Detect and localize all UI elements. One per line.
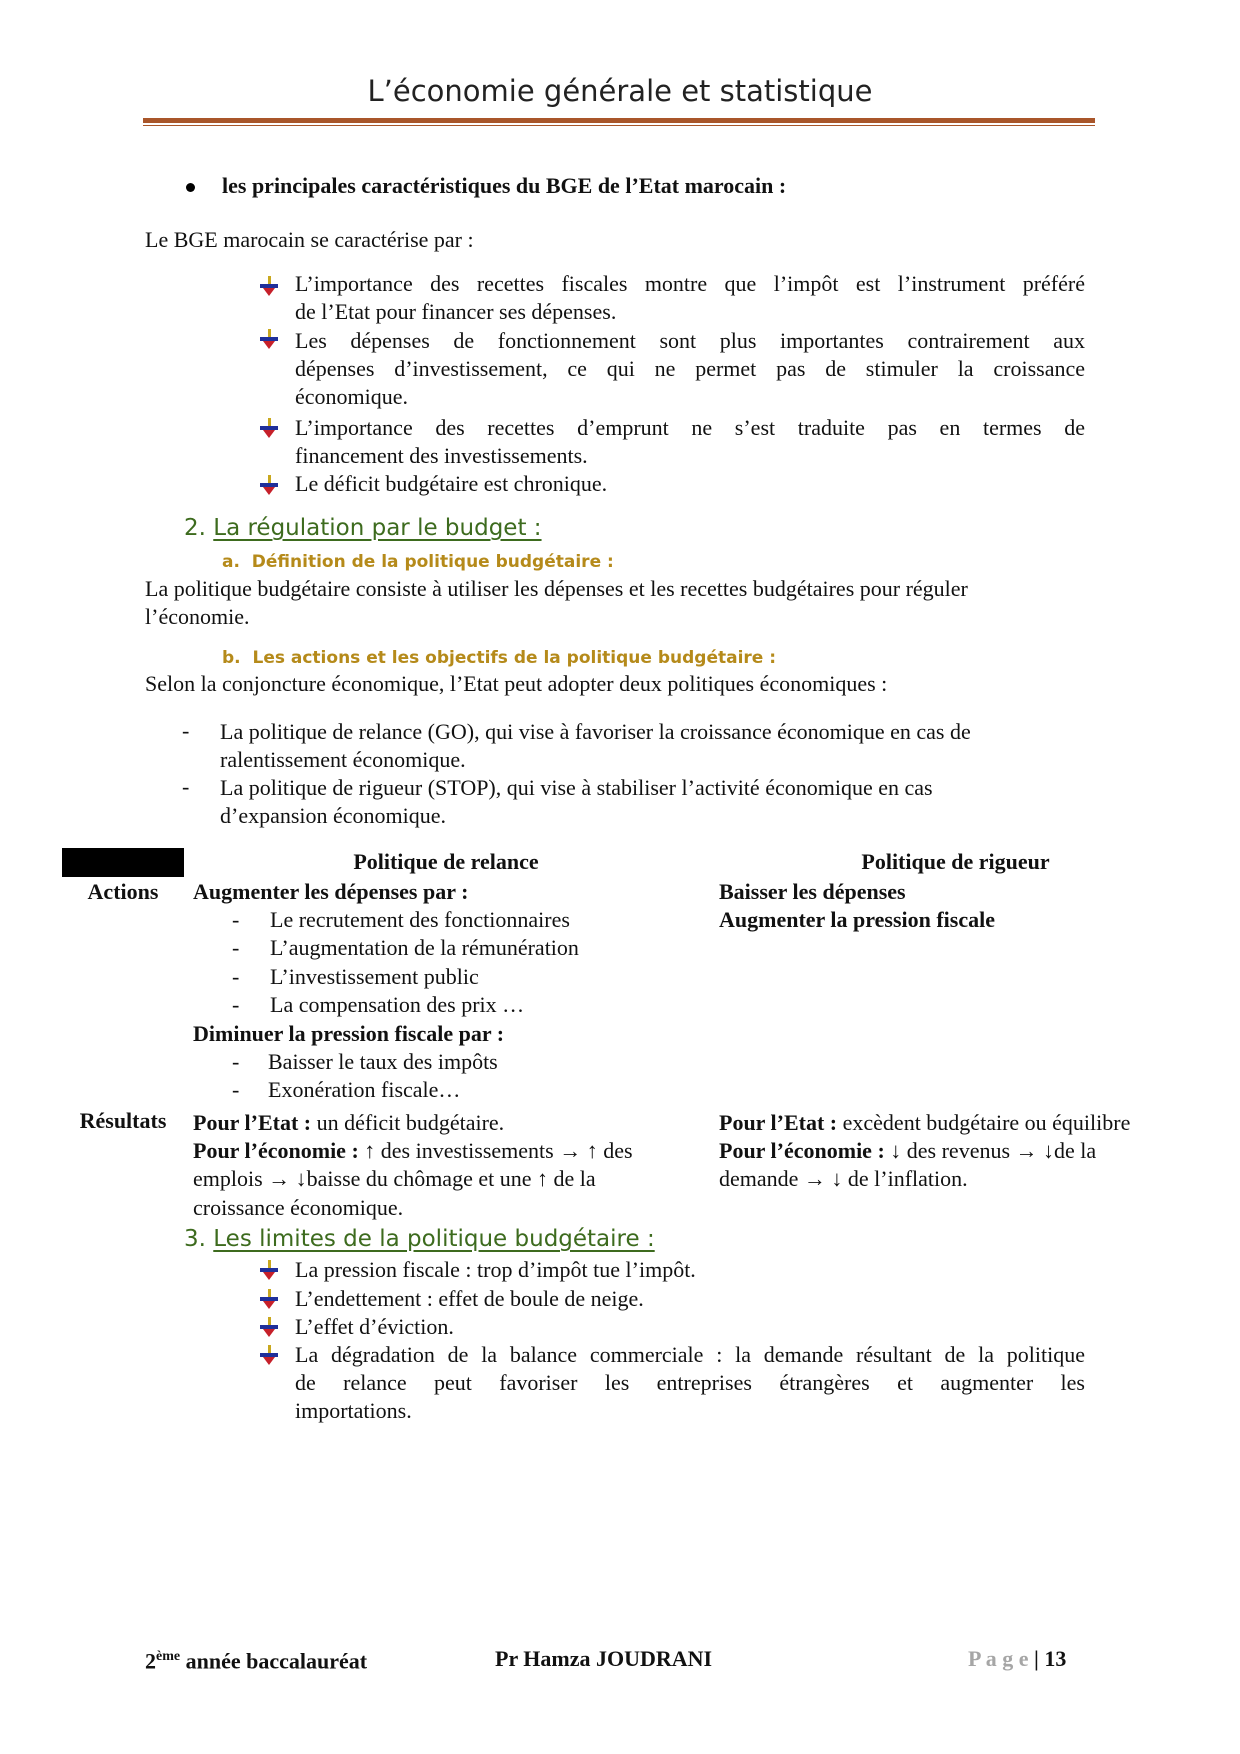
rigueur-result-etat-text: excèdent budgétaire ou équilibre	[837, 1110, 1131, 1135]
characteristic-item-4-line-1: Le déficit budgétaire est chronique.	[295, 471, 608, 496]
relance-result-economie	[193, 1137, 633, 1165]
relance-action-item: La compensation des prix …	[270, 992, 525, 1017]
footer-page-label: P a g e	[968, 1646, 1029, 1671]
rigueur-result-eco-line-2: demande → ↓ de l’inflation.	[719, 1166, 968, 1191]
characteristic-item-1-line-2: de l’Etat pour financer ses dépenses.	[295, 299, 617, 324]
subsection-a-letter: a.	[222, 552, 240, 572]
limit-item-4-line-1: La dégradation de la balance commerciale : la demande résultant de la politique	[295, 1342, 1085, 1367]
table-header-relance: Politique de relance	[353, 849, 539, 874]
table-border	[708, 848, 709, 1223]
bullet-dot-icon	[186, 183, 195, 192]
down-arrow-bullet-icon	[260, 1289, 278, 1309]
limit-item-3: L’effet d’éviction.	[295, 1314, 454, 1339]
relance-result-etat-text: un déficit budgétaire.	[311, 1110, 505, 1135]
relance-action-item: Exonération fiscale…	[268, 1077, 461, 1102]
down-arrow-bullet-icon	[260, 329, 278, 349]
header-rule-thin	[143, 125, 1095, 126]
subsection-b-letter: b.	[222, 648, 241, 668]
characteristic-item-2-line-2: dépenses d’investissement, ce qui ne permet pas de stimuler la croissance	[295, 356, 1085, 381]
relance-result-etat-label: Pour l’Etat :	[193, 1110, 312, 1135]
table-header-rigueur: Politique de rigueur	[861, 849, 1050, 874]
table-border	[183, 848, 184, 1223]
relance-action-item: Le recrutement des fonctionnaires	[270, 907, 570, 932]
dash-bullet: -	[232, 1049, 240, 1074]
table-row-label-actions: Actions	[87, 879, 159, 904]
characteristic-item-3-line-2: financement des investissements.	[295, 443, 588, 468]
limit-item-1: La pression fiscale : trop d’impôt tue l’impôt.	[295, 1257, 696, 1282]
dash-bullet: -	[232, 907, 240, 932]
subsection-b-heading	[222, 648, 776, 668]
relance-action-item: Baisser le taux des impôts	[268, 1049, 498, 1074]
down-arrow-bullet-icon	[260, 418, 278, 438]
relance-result-etat	[193, 1109, 504, 1137]
page-header-title: L’économie générale et statistique	[367, 74, 873, 108]
dash-bullet: -	[232, 1077, 240, 1102]
down-arrow-bullet-icon	[260, 1260, 278, 1280]
relance-result-eco-line-3: croissance économique.	[193, 1195, 404, 1220]
rigueur-result-etat-label: Pour l’Etat :	[719, 1110, 838, 1135]
policies-intro: Selon la conjoncture économique, l’Etat peut adopter deux politiques économiques :	[145, 671, 888, 696]
rigueur-result-etat	[719, 1109, 1130, 1137]
relance-reduce-tax-head: Diminuer la pression fiscale par :	[193, 1021, 505, 1046]
down-arrow-bullet-icon	[260, 1345, 278, 1365]
rigueur-result-eco-line-1: ↓ des revenus → ↓de la	[884, 1138, 1097, 1163]
section-3-heading	[184, 1226, 655, 1252]
footer-level-text: année baccalauréat	[180, 1648, 368, 1674]
footer-author: Pr Hamza JOUDRANI	[495, 1646, 713, 1671]
rigueur-result-economie	[719, 1137, 1096, 1165]
footer-page-number: 13	[1044, 1646, 1067, 1671]
rigueur-result-eco-label: Pour l’économie :	[719, 1138, 885, 1163]
footer-page-separator: |	[1034, 1646, 1039, 1671]
characteristics-intro: Le BGE marocain se caractérise par :	[145, 227, 474, 252]
section-3-title: Les limites de la politique budgétaire :	[213, 1226, 655, 1252]
characteristic-item-2-line-3: économique.	[295, 384, 409, 409]
limit-item-4-line-2: de relance peut favoriser les entreprises étrangères et augmenter les	[295, 1370, 1085, 1395]
limit-item-2: L’endettement : effet de boule de neige.	[295, 1286, 644, 1311]
relance-action-item: L’augmentation de la rémunération	[270, 935, 579, 960]
relance-increase-spending-head: Augmenter les dépenses par :	[193, 879, 469, 904]
subsection-b-title: Les actions et les objectifs de la politique budgétaire :	[252, 648, 777, 668]
dash-bullet: -	[232, 935, 240, 960]
policy-go-line-1: La politique de relance (GO), qui vise à favoriser la croissance économique en cas de	[220, 719, 971, 744]
footer-level-number: 2	[145, 1648, 156, 1674]
down-arrow-bullet-icon	[260, 276, 278, 296]
header-rule	[143, 118, 1095, 123]
section-2-number: 2.	[184, 515, 206, 541]
section-2-title: La régulation par le budget :	[213, 515, 542, 541]
section-3-number: 3.	[184, 1226, 206, 1252]
definition-line-2: l’économie.	[145, 604, 250, 629]
policy-stop-line-2: d’expansion économique.	[220, 803, 447, 828]
footer-page	[968, 1645, 1066, 1673]
relance-action-item: L’investissement public	[270, 964, 479, 989]
rigueur-action-line-2: Augmenter la pression fiscale	[719, 907, 995, 932]
down-arrow-bullet-icon	[260, 1317, 278, 1337]
characteristic-item-1-line-1: L’importance des recettes fiscales montre que l’impôt est l’instrument préféré	[295, 271, 1085, 296]
characteristics-heading: les principales caractéristiques du BGE de l’Etat marocain :	[222, 173, 787, 198]
table-row-label-resultats: Résultats	[79, 1108, 167, 1133]
relance-result-eco-label: Pour l’économie :	[193, 1138, 359, 1163]
section-2-heading	[184, 515, 542, 541]
dash-bullet: -	[182, 718, 190, 743]
table-corner-cell	[62, 848, 184, 877]
definition-line-1: La politique budgétaire consiste à utiliser les dépenses et les recettes budgétaires pour réguler	[145, 576, 968, 601]
down-arrow-bullet-icon	[260, 475, 278, 495]
footer-level	[145, 1643, 367, 1675]
subsection-a-heading	[222, 552, 614, 572]
characteristic-item-2-line-1: Les dépenses de fonctionnement sont plus importantes contrairement aux	[295, 328, 1085, 353]
dash-bullet: -	[232, 964, 240, 989]
table-border	[1202, 848, 1203, 1223]
dash-bullet: -	[182, 774, 190, 799]
table-border	[62, 1222, 1203, 1223]
relance-result-eco-line-1: ↑ des investissements → ↑ des	[358, 1138, 633, 1163]
characteristic-item-3-line-1: L’importance des recettes d’emprunt ne s’est traduite pas en termes de	[295, 415, 1085, 440]
relance-result-eco-line-2: emplois → ↓baisse du chômage et une ↑ de la	[193, 1166, 596, 1191]
table-border	[62, 1107, 1203, 1108]
rigueur-action-line-1: Baisser les dépenses	[719, 879, 906, 904]
policy-go-line-2: ralentissement économique.	[220, 747, 466, 772]
dash-bullet: -	[232, 992, 240, 1017]
limit-item-4-line-3: importations.	[295, 1398, 412, 1423]
subsection-a-title: Définition de la politique budgétaire :	[251, 552, 614, 572]
policy-stop-line-1: La politique de rigueur (STOP), qui vise à stabiliser l’activité économique en cas	[220, 775, 933, 800]
footer-level-sup: ème	[156, 1649, 181, 1664]
